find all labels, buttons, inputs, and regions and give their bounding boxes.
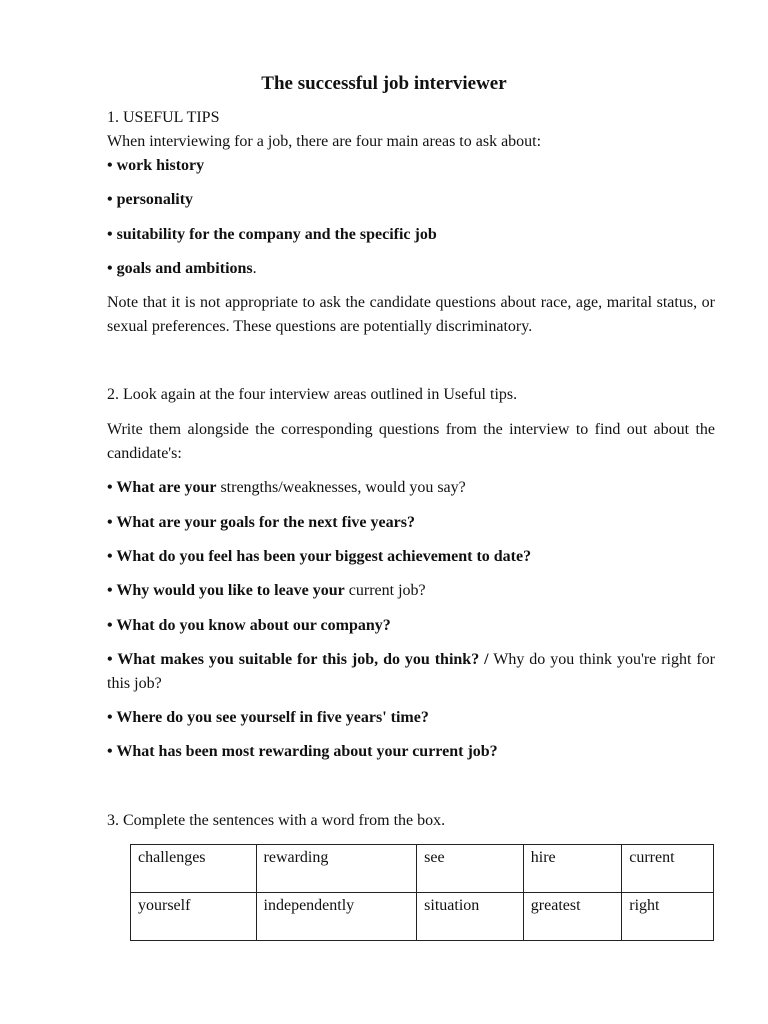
section1-intro: When interviewing for a job, there are four main areas to ask about: bbox=[107, 133, 542, 150]
question-bold-text: • What are your bbox=[107, 479, 217, 496]
word-box-row bbox=[131, 893, 714, 941]
tip-bullet-suitability bbox=[107, 225, 437, 245]
word-box-cell: independently bbox=[256, 893, 417, 941]
bullet-bold-text: • personality bbox=[107, 191, 194, 208]
question-bold-text: • What has been most rewarding about your current job? bbox=[107, 743, 498, 760]
question-bold-text: • Why would you like to leave your bbox=[107, 582, 345, 599]
bullet-bold-text: • suitability for the company and the specific job bbox=[107, 226, 437, 243]
bullet-bold-text: • goals and ambitions bbox=[107, 260, 253, 277]
section1-heading: 1. USEFUL TIPS bbox=[107, 109, 220, 126]
word-box-cell: situation bbox=[417, 893, 524, 941]
word-box-cell: rewarding bbox=[256, 845, 417, 893]
question-plain-text: current job? bbox=[344, 582, 426, 599]
question-bold-text: • What do you feel has been your biggest achievement to date? bbox=[107, 548, 532, 565]
question-rewarding bbox=[107, 742, 498, 762]
tip-bullet-goals bbox=[107, 259, 257, 279]
bullet-bold-text: • work history bbox=[107, 157, 205, 174]
page-title: The successful job interviewer bbox=[261, 73, 507, 94]
question-goals bbox=[107, 513, 415, 533]
question-bold-text: • What makes you suitable for this job, do you think? / bbox=[107, 651, 489, 668]
section1-note: Note that it is not appropriate to ask the candidate questions about race, age, marital status, or sexual preferences. These questions are potentially discriminatory. bbox=[107, 294, 715, 335]
question-company bbox=[107, 616, 391, 636]
section3-heading: 3. Complete the sentences with a word from the box. bbox=[107, 812, 446, 829]
word-box-cell: hire bbox=[523, 845, 621, 893]
question-bold-text: • What do you know about our company? bbox=[107, 617, 391, 634]
word-box-table bbox=[130, 844, 714, 941]
question-suitable bbox=[107, 648, 715, 696]
question-plain-text: strengths/weaknesses, would you say? bbox=[216, 479, 466, 496]
question-five-years bbox=[107, 708, 429, 728]
word-box-cell: challenges bbox=[131, 845, 257, 893]
question-bold-text: • Where do you see yourself in five years' time? bbox=[107, 709, 429, 726]
word-box-row bbox=[131, 845, 714, 893]
bullet-plain-text: . bbox=[252, 260, 257, 277]
word-box-cell: yourself bbox=[131, 893, 257, 941]
question-plain-text: Why do you think you're right for this job? bbox=[107, 651, 716, 692]
word-box-cell: greatest bbox=[523, 893, 621, 941]
word-box-cell: see bbox=[417, 845, 524, 893]
question-achievement bbox=[107, 547, 531, 567]
question-strengths bbox=[107, 478, 466, 498]
word-box-cell: current bbox=[622, 845, 714, 893]
section2-heading: 2. Look again at the four interview areas outlined in Useful tips. bbox=[107, 386, 518, 403]
question-bold-text: • What are your goals for the next five years? bbox=[107, 514, 415, 531]
question-leave-job bbox=[107, 581, 426, 601]
section2-instruction: Write them alongside the corresponding questions from the interview to find out about the candidate's: bbox=[107, 421, 715, 462]
word-box-cell: right bbox=[622, 893, 714, 941]
tip-bullet-personality bbox=[107, 190, 193, 210]
tip-bullet-work-history bbox=[107, 156, 204, 176]
